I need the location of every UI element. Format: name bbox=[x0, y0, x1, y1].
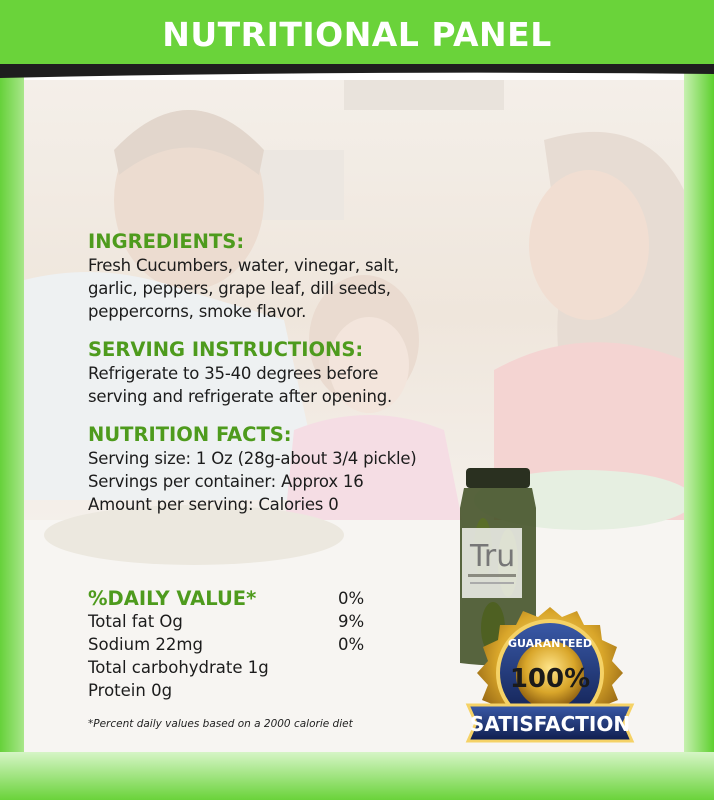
daily-value-row bbox=[88, 610, 388, 633]
right-border bbox=[684, 70, 714, 800]
page-title: NUTRITIONAL PANEL bbox=[162, 14, 552, 54]
nutrient-value: 9% bbox=[338, 612, 365, 631]
header-stripe bbox=[0, 64, 714, 80]
satisfaction-seal bbox=[460, 605, 640, 780]
nutrition-line: Servings per container: Approx 16 bbox=[88, 472, 364, 491]
seal-bottom-text: SATISFACTION bbox=[469, 712, 631, 736]
nutrition-line: Serving size: 1 Oz (28g-about 3/4 pickle) bbox=[88, 449, 417, 468]
ingredients-line: peppercorns, smoke flavor. bbox=[88, 302, 307, 321]
nutrition-heading: NUTRITION FACTS: bbox=[88, 423, 292, 446]
footnote: *Percent daily values based on a 2000 calorie diet bbox=[88, 718, 353, 730]
ingredients-heading: INGREDIENTS: bbox=[88, 230, 245, 253]
daily-value-heading: %DAILY VALUE* bbox=[88, 587, 257, 610]
daily-value-table bbox=[88, 587, 388, 702]
serving-line: serving and refrigerate after opening. bbox=[88, 387, 393, 406]
nutrient-label: Total carbohydrate 1g bbox=[88, 658, 269, 677]
serving-heading: SERVING INSTRUCTIONS: bbox=[88, 338, 364, 361]
nutrient-label: Total fat Og bbox=[88, 612, 183, 631]
seal-percent: 100% bbox=[509, 664, 591, 694]
nutrient-value bbox=[338, 679, 388, 702]
nutrient-label: Protein 0g bbox=[88, 681, 173, 700]
ingredients-line: garlic, peppers, grape leaf, dill seeds, bbox=[88, 279, 391, 298]
serving-line: Refrigerate to 35-40 degrees before bbox=[88, 364, 379, 383]
daily-value-heading-value: 0% bbox=[338, 589, 365, 608]
daily-value-row bbox=[88, 633, 388, 656]
nutrient-value bbox=[338, 656, 388, 679]
seal-top-text: GUARANTEED bbox=[508, 637, 592, 650]
daily-value-row bbox=[88, 656, 388, 679]
daily-value-row bbox=[88, 679, 388, 702]
nutrient-value: 0% bbox=[338, 635, 365, 654]
ingredients-line: Fresh Cucumbers, water, vinegar, salt, bbox=[88, 256, 399, 275]
left-border bbox=[0, 70, 24, 800]
nutrition-line: Amount per serving: Calories 0 bbox=[88, 495, 339, 514]
info-column bbox=[88, 230, 468, 516]
nutrient-label: Sodium 22mg bbox=[88, 635, 203, 654]
jar-brand: Tru bbox=[470, 539, 516, 574]
header-banner bbox=[0, 0, 714, 68]
daily-value-header bbox=[88, 587, 388, 610]
